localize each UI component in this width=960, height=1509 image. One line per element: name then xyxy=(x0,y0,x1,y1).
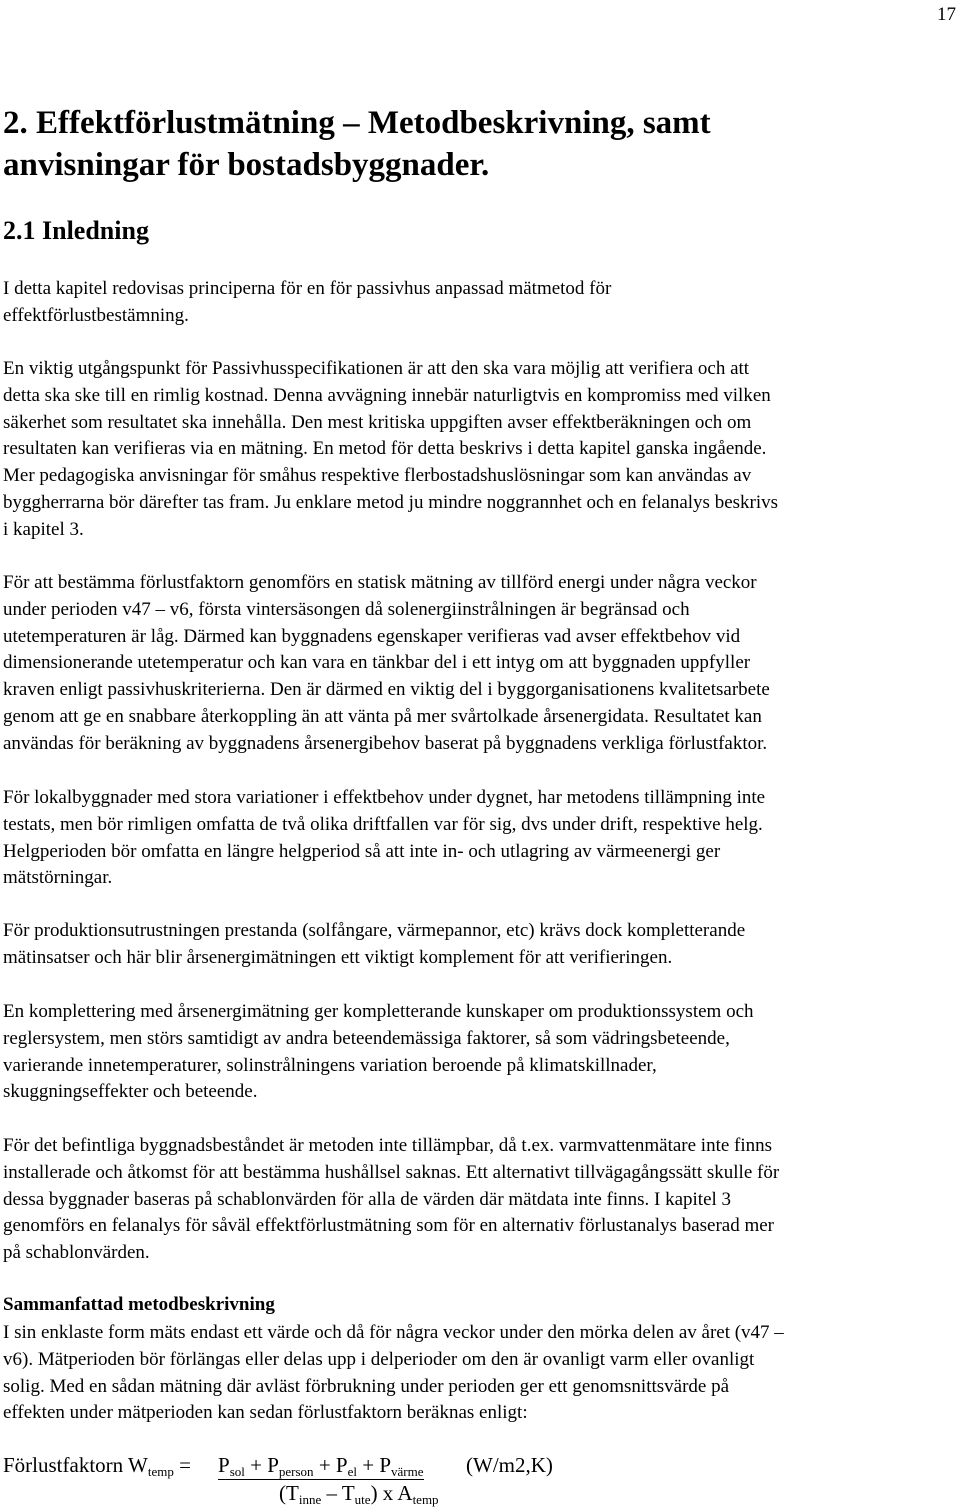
loss-factor-formula xyxy=(3,1450,958,1508)
paragraph-line: varierande innetemperaturer, solinstrålningens variation beroende på klimatskillnader, xyxy=(3,1054,657,1076)
chapter-title xyxy=(3,102,903,186)
formula-label: Förlustfaktorn $W_{temp}$ = xyxy=(3,1453,197,1479)
page-number: 17 xyxy=(937,4,956,25)
paragraph-line: effekten under mätperioden kan sedan förlustfaktorn beräknas enligt: xyxy=(3,1402,528,1424)
paragraph-line: byggherrarna bör därefter tas fram. Ju enklare metod ju mindre noggrannhet och en felanalys beskrivs xyxy=(3,491,779,513)
paragraph-line: detta ska ske till en rimlig kostnad. Denna avvägning innebär naturligtvis en kompromiss med vilken xyxy=(3,384,771,406)
paragraph-line: utetemperaturen är låg. Därmed kan byggnadens egenskaper verifieras vad avser effektbehov vid xyxy=(3,625,741,647)
paragraph-line: skuggningseffekter och beteende. xyxy=(3,1081,258,1103)
paragraph-line: i kapitel 3. xyxy=(3,518,84,540)
paragraph-line: testats, men bör rimligen omfatta de två olika driftfallen var för sig, dvs under drift, respektive helg. xyxy=(3,813,763,835)
chapter-title-line-1: 2. Effektförlustmätning – Metodbeskrivning, samt xyxy=(3,105,711,141)
paragraph-intro xyxy=(3,276,958,330)
paragraph-existing-stock xyxy=(3,1133,958,1267)
paragraph-line: v6). Mätperioden bör förlängas eller delas upp i delperioder om den är ovanligt varm eller ovanligt xyxy=(3,1348,755,1370)
paragraph-line: reglersystem, men störs samtidigt av andra beteendemässiga faktorer, så som vädringsbeteende, xyxy=(3,1027,730,1049)
paragraph-line: I sin enklaste form mäts endast ett värde och då för några veckor under den mörka delen av året (v47 – xyxy=(3,1322,784,1343)
paragraph-commercial-buildings xyxy=(3,785,958,892)
paragraph-line: mätstörningar. xyxy=(3,867,113,889)
paragraph-line: effektförlustbestämning. xyxy=(3,304,189,326)
paragraph-line: En viktig utgångspunkt för Passivhusspecifikationen är att den ska vara möjlig att verifiera och att xyxy=(3,358,750,379)
paragraph-line: kraven enligt passivhuskriterierna. Den är därmed en viktig del i byggorganisationens kvalitetsarbete xyxy=(3,679,770,701)
paragraph-line: dessa byggnader baseras på schablonvärden för alla de värden där mätdata inte finns. I kapitel 3 xyxy=(3,1188,732,1210)
paragraph-line: Helgperioden bör omfatta en längre helgperiod så att inte in- och utlagring av värmeenergi ger xyxy=(3,840,721,862)
paragraph-loss-factor xyxy=(3,570,958,758)
paragraph-line: dimensionerande utetemperatur och kan vara en tänkbar del i ett intyg om att byggnaden uppfyller xyxy=(3,652,751,674)
paragraph-line: mätinsatser och här blir årsenergimätningen ett viktigt komplement för att verifieringen. xyxy=(3,946,673,968)
chapter-title-line-2: anvisningar för bostadsbyggnader. xyxy=(3,147,490,183)
paragraph-line: resultaten kan verifieras via en mätning. En metod för detta beskrivs i detta kapitel ganska ingående. xyxy=(3,438,767,460)
paragraph-line: I detta kapitel redovisas principerna för en för passivhus anpassad mätmetod för xyxy=(3,278,612,299)
summary-heading: Sammanfattad metodbeskrivning xyxy=(3,1294,275,1315)
section-title: 2.1 Inledning xyxy=(3,216,149,245)
paragraph-line: För lokalbyggnader med stora variationer i effektbehov under dygnet, har metodens tillämpning inte xyxy=(3,787,766,808)
paragraph-line: säkerhet som resultatet ska innehålla. Den mest kritiska uppgiften avser effektberäkningen och om xyxy=(3,411,752,433)
paragraph-line: installerade och åtkomst för att bestämma hushållsel saknas. Ett alternativt tillvägagångssätt skulle för xyxy=(3,1161,780,1183)
paragraph-line: För att bestämma förlustfaktorn genomförs en statisk mätning av tillförd energi under några veckor xyxy=(3,572,757,593)
paragraph-line: solig. Med en sådan mätning där avläst förbrukning under perioden ger ett genomsnittsvärde på xyxy=(3,1375,730,1397)
paragraph-verification xyxy=(3,356,958,544)
paragraph-line: på schablonvärden. xyxy=(3,1242,150,1264)
paragraph-summary xyxy=(3,1320,958,1427)
paragraph-line: under perioden v47 – v6, första vintersäsongen då solenergiinstrålningen är begränsad och xyxy=(3,598,690,620)
paragraph-annual-energy xyxy=(3,999,958,1106)
paragraph-line: genom att ge en snabbare återkoppling än att vänta på mer svårtolkade årsenergidata. Resultatet kan xyxy=(3,705,762,727)
paragraph-line: För produktionsutrustningen prestanda (solfångare, värmepannor, etc) krävs dock kompletterande xyxy=(3,920,746,941)
paragraph-line: användas för beräkning av byggnadens årsenergibehov baserat på byggnadens verkliga förlustfaktor. xyxy=(3,732,768,754)
formula-denominator: $(T_{inne} - T_{ute})$ x $A_{temp}$ xyxy=(279,1481,439,1507)
paragraph-line: genomförs en felanalys för såväl effektförlustmätning som för en alternativ förlustanalys baserad mer xyxy=(3,1215,775,1237)
formula-numerator: $P_{sol} + P_{person} + P_{el} + P_{värme}$ xyxy=(218,1453,424,1479)
paragraph-line: En komplettering med årsenergimätning ger kompletterande kunskaper om produktionssystem och xyxy=(3,1001,754,1022)
paragraph-production-equipment xyxy=(3,918,958,972)
paragraph-line: Mer pedagogiska anvisningar för småhus respektive flerbostadshuslösningar som kan användas av xyxy=(3,465,752,487)
formula-unit: (W/m2,K) xyxy=(466,1453,553,1477)
paragraph-line: För det befintliga byggnadsbeståndet är metoden inte tillämpbar, då t.ex. varmvattenmätare inte finns xyxy=(3,1135,773,1156)
